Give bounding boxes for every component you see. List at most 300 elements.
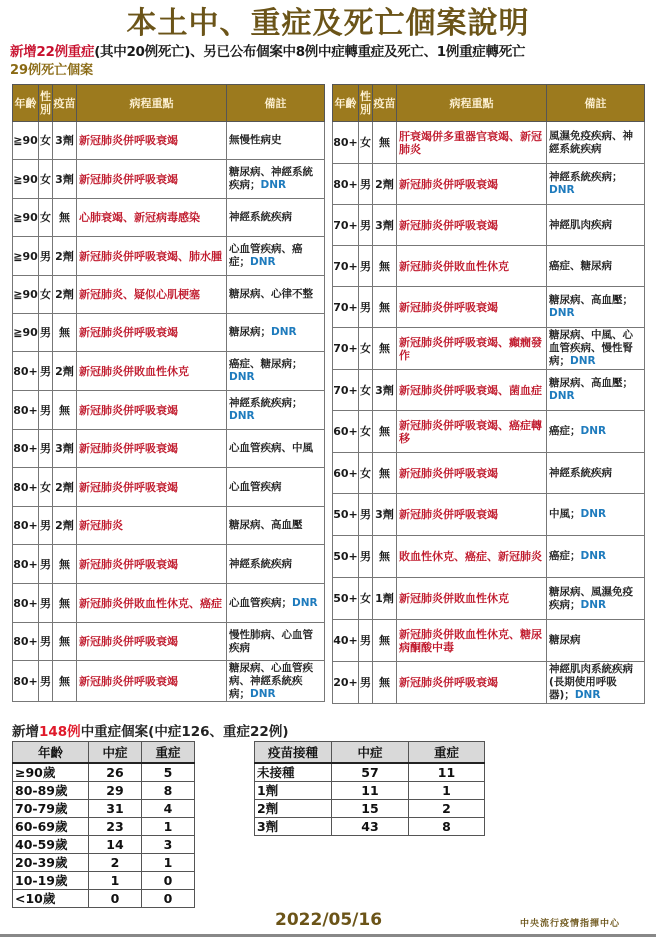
vaccine-cell: 無: [373, 453, 397, 494]
vaccine-cell: 無: [373, 411, 397, 453]
note-cell: [547, 287, 645, 328]
note-text: 神經系統疾病: [549, 466, 612, 479]
table-row: [333, 494, 645, 536]
note-cell: [547, 164, 645, 205]
col-severe: 重症: [409, 742, 485, 764]
dnr-badge: DNR: [229, 410, 255, 422]
note-text: 心血管疾病；: [229, 596, 292, 609]
dnr-badge: DNR: [580, 425, 607, 437]
sex-cell: 男: [359, 164, 373, 205]
label-cell: 70-79歲: [13, 800, 89, 818]
course-cell: 新冠肺炎併呼吸衰竭: [77, 430, 227, 468]
note-text: 慢性肺病、心血管疾病: [229, 628, 313, 654]
sex-cell: 女: [359, 453, 373, 494]
vaccine-cell: 3劑: [53, 122, 77, 160]
age-cell: 20+: [333, 662, 359, 704]
course-cell: 新冠肺炎併呼吸衰竭、肺水腫: [77, 237, 227, 276]
vaccine-cell: 3劑: [373, 494, 397, 536]
severe-cell: 1: [409, 782, 485, 800]
course-cell: 新冠肺炎併呼吸衰竭: [397, 494, 547, 536]
col-sex: 性別: [359, 85, 373, 122]
vaccine-cell: 無: [373, 287, 397, 328]
table-header-row: [13, 85, 325, 122]
note-text: 神經肌肉疾病: [549, 218, 612, 231]
note-cell: [227, 276, 325, 314]
note-cell: [227, 352, 325, 391]
col-moderate: 中症: [332, 742, 409, 764]
age-cell: 70+: [333, 370, 359, 411]
course-cell: 肝衰竭併多重器官衰竭、新冠肺炎: [397, 122, 547, 164]
vaccine-cell: 2劑: [373, 164, 397, 205]
note-text: 糖尿病、中風、心血管疾病、慢性腎病；: [549, 329, 633, 367]
table-row: [333, 205, 645, 246]
severe-cell: 11: [409, 763, 485, 782]
age-cell: 70+: [333, 205, 359, 246]
table-row: [333, 122, 645, 164]
table-row: [13, 314, 325, 352]
title-highlight: 148例: [39, 724, 81, 740]
severe-cell: 0: [142, 872, 195, 890]
severe-cell: 8: [142, 782, 195, 800]
course-cell: 新冠肺炎併呼吸衰竭: [77, 391, 227, 430]
sex-cell: 女: [39, 199, 53, 237]
note-cell: [547, 578, 645, 620]
severe-cell: 5: [142, 763, 195, 782]
note-text: 糖尿病、神經系統疾病；: [229, 166, 313, 191]
table-row: [333, 620, 645, 662]
dnr-badge: DNR: [229, 371, 255, 383]
note-cell: [227, 391, 325, 430]
table-row: [13, 661, 325, 702]
note-text: 糖尿病、高血壓；: [549, 377, 633, 389]
age-cell: 80+: [333, 122, 359, 164]
moderate-cell: 26: [89, 763, 142, 782]
age-cell: 70+: [333, 287, 359, 328]
dnr-badge: DNR: [570, 355, 596, 367]
moderate-cell: 14: [89, 836, 142, 854]
table-row: [333, 287, 645, 328]
col-severe: 重症: [142, 742, 195, 764]
vaccine-cell: 3劑: [373, 370, 397, 411]
dnr-badge: DNR: [549, 307, 575, 319]
note-cell: [547, 536, 645, 578]
note-cell: [547, 411, 645, 453]
label-cell: 未接種: [255, 763, 332, 782]
note-cell: [227, 160, 325, 199]
sex-cell: 男: [359, 662, 373, 704]
sex-cell: 男: [359, 536, 373, 578]
note-text: 癌症；: [549, 550, 581, 562]
age-cell: 80+: [13, 468, 39, 507]
death-cases-table-right: [332, 84, 645, 704]
note-text: 糖尿病、心血管疾病、神經系統疾病；: [229, 661, 313, 700]
note-text: 癌症、糖尿病；: [229, 358, 303, 370]
moderate-cell: 15: [332, 800, 409, 818]
course-cell: 新冠肺炎併呼吸衰竭: [77, 160, 227, 199]
subtitle: [10, 43, 525, 61]
age-cell: 80+: [13, 623, 39, 661]
sex-cell: 女: [359, 411, 373, 453]
table-row: [13, 854, 195, 872]
sex-cell: 女: [39, 160, 53, 199]
label-cell: 40-59歲: [13, 836, 89, 854]
sex-cell: 男: [39, 545, 53, 584]
col-age: 年齡: [333, 85, 359, 122]
table-row: [13, 160, 325, 199]
age-cell: 80+: [13, 545, 39, 584]
note-text: 神經系統疾病: [229, 557, 292, 570]
sex-cell: 男: [39, 237, 53, 276]
col-vaccine: 疫苗接種: [255, 742, 332, 764]
note-cell: [227, 122, 325, 160]
table-row: [13, 507, 325, 545]
course-cell: 新冠肺炎併呼吸衰竭: [397, 662, 547, 704]
severe-cell: 8: [409, 818, 485, 836]
age-cell: ≧90: [13, 122, 39, 160]
dnr-badge: DNR: [250, 256, 276, 268]
subtitle-text: (其中20例死亡)、另已公布個案中8例中症轉重症及死亡、1例重症轉死亡: [94, 44, 526, 60]
table-row: [333, 370, 645, 411]
col-age: 年齡: [13, 85, 39, 122]
note-text: 糖尿病、高血壓: [229, 519, 303, 531]
sex-cell: 男: [39, 661, 53, 702]
vaccine-cell: 2劑: [53, 237, 77, 276]
table-row: [333, 246, 645, 287]
table-header-row: [333, 85, 645, 122]
vaccine-cell: 無: [373, 620, 397, 662]
sex-cell: 男: [39, 314, 53, 352]
severe-cell: 3: [142, 836, 195, 854]
table-row: [13, 800, 195, 818]
moderate-cell: 23: [89, 818, 142, 836]
table-row: [13, 430, 325, 468]
note-cell: [227, 468, 325, 507]
table-row: [333, 662, 645, 704]
note-cell: [227, 237, 325, 276]
table-row: [333, 164, 645, 205]
note-cell: [547, 122, 645, 164]
table-row: [255, 782, 485, 800]
note-text: 糖尿病、風濕免疫疾病；: [549, 585, 633, 611]
vaccine-cell: 無: [373, 536, 397, 578]
table-row: [255, 800, 485, 818]
label-cell: 10-19歲: [13, 872, 89, 890]
note-text: 心血管疾病: [229, 480, 282, 493]
table-row: [13, 890, 195, 908]
age-cell: ≧90: [13, 199, 39, 237]
vaccine-cell: 無: [373, 662, 397, 704]
severe-cell: 1: [142, 854, 195, 872]
note-text: 神經系統疾病；: [549, 171, 623, 183]
table-row: [255, 763, 485, 782]
table-row: [13, 623, 325, 661]
table-row: [13, 584, 325, 623]
death-cases-table-left: [12, 84, 325, 702]
note-cell: [227, 623, 325, 661]
age-cell: 70+: [333, 246, 359, 287]
age-cell: 80+: [13, 661, 39, 702]
vaccine-cell: 無: [53, 623, 77, 661]
sex-cell: 男: [359, 246, 373, 287]
table-row: [13, 352, 325, 391]
course-cell: 心肺衰竭、新冠病毒感染: [77, 199, 227, 237]
col-sex: 性別: [39, 85, 53, 122]
age-cell: 80+: [13, 507, 39, 545]
course-cell: 新冠肺炎併呼吸衰竭: [77, 314, 227, 352]
col-note: 備註: [227, 85, 325, 122]
age-cell: 80+: [13, 430, 39, 468]
vaccine-cell: 無: [53, 391, 77, 430]
table-row: [255, 818, 485, 836]
vaccine-cell: 3劑: [53, 160, 77, 199]
note-text: 風濕免疫疾病、神經系統疾病: [549, 129, 633, 155]
organization-name: 中央流行疫情指揮中心: [520, 919, 621, 929]
sex-cell: 男: [359, 205, 373, 246]
col-vaccine: 疫苗: [373, 85, 397, 122]
dnr-badge: DNR: [549, 390, 575, 402]
note-text: 神經肌肉系統疾病(長期使用呼吸器)；: [549, 663, 633, 701]
severe-cell: 4: [142, 800, 195, 818]
note-cell: [227, 545, 325, 584]
dnr-badge: DNR: [549, 184, 575, 196]
age-cell: 60+: [333, 453, 359, 494]
vaccine-cell: 1劑: [373, 578, 397, 620]
table-row: [13, 276, 325, 314]
note-text: 糖尿病；: [229, 326, 271, 338]
note-text: 中風；: [549, 508, 581, 520]
table-row: [333, 453, 645, 494]
age-cell: ≧90: [13, 160, 39, 199]
course-cell: 新冠肺炎併呼吸衰竭: [77, 545, 227, 584]
note-text: 癌症、糖尿病: [549, 259, 612, 272]
table-row: [13, 199, 325, 237]
dnr-badge: DNR: [292, 596, 318, 609]
table-row: [333, 578, 645, 620]
note-cell: [547, 494, 645, 536]
note-cell: [227, 199, 325, 237]
dnr-badge: DNR: [574, 689, 601, 701]
dnr-badge: DNR: [260, 179, 287, 191]
dnr-badge: DNR: [271, 326, 297, 338]
course-cell: 新冠肺炎併呼吸衰竭: [77, 623, 227, 661]
sex-cell: 男: [39, 623, 53, 661]
vaccine-cell: 3劑: [373, 205, 397, 246]
dnr-badge: DNR: [580, 598, 607, 611]
severe-cell: 1: [142, 818, 195, 836]
sex-cell: 男: [359, 620, 373, 662]
table-row: [13, 468, 325, 507]
table-row: [13, 872, 195, 890]
report-date: 2022/05/16: [275, 910, 383, 930]
note-text: 糖尿病、高血壓；: [549, 294, 633, 306]
col-course: 病程重點: [77, 85, 227, 122]
course-cell: 新冠肺炎併呼吸衰竭、菌血症: [397, 370, 547, 411]
course-cell: 新冠肺炎併呼吸衰竭: [77, 661, 227, 702]
label-cell: 2劑: [255, 800, 332, 818]
course-cell: 新冠肺炎併呼吸衰竭、癲癇發作: [397, 328, 547, 370]
table-row: [13, 122, 325, 160]
label-cell: 3劑: [255, 818, 332, 836]
severe-cases-title: [12, 720, 289, 740]
age-cell: 40+: [333, 620, 359, 662]
dnr-badge: DNR: [580, 508, 607, 520]
age-cell: 80+: [13, 584, 39, 623]
vaccine-cell: 無: [53, 314, 77, 352]
moderate-cell: 29: [89, 782, 142, 800]
sex-cell: 女: [359, 328, 373, 370]
vaccine-cell: 無: [53, 661, 77, 702]
course-cell: 新冠肺炎併敗血性休克、癌症: [77, 584, 227, 623]
vaccine-cell: 無: [373, 328, 397, 370]
vaccine-cell: 2劑: [53, 507, 77, 545]
label-cell: 1劑: [255, 782, 332, 800]
course-cell: 新冠肺炎併敗血性休克、糖尿病酮酸中毒: [397, 620, 547, 662]
table-row: [333, 411, 645, 453]
vaccine-stats-table: [254, 741, 485, 836]
death-count-label: 29例死亡個案: [10, 63, 94, 78]
col-note: 備註: [547, 85, 645, 122]
age-cell: ≧90: [13, 276, 39, 314]
vaccine-cell: 3劑: [53, 430, 77, 468]
sex-cell: 男: [39, 391, 53, 430]
note-text: 心血管疾病、中風: [229, 442, 313, 454]
course-cell: 新冠肺炎併敗血性休克: [397, 246, 547, 287]
age-cell: 50+: [333, 494, 359, 536]
moderate-cell: 11: [332, 782, 409, 800]
course-cell: 新冠肺炎併呼吸衰竭: [397, 164, 547, 205]
col-vaccine: 疫苗: [53, 85, 77, 122]
sex-cell: 男: [39, 352, 53, 391]
col-age: 年齡: [13, 742, 89, 764]
note-text: 神經系統疾病；: [229, 397, 303, 409]
label-cell: 60-69歲: [13, 818, 89, 836]
moderate-cell: 1: [89, 872, 142, 890]
age-cell: 80+: [333, 164, 359, 205]
age-cell: 60+: [333, 411, 359, 453]
label-cell: 20-39歲: [13, 854, 89, 872]
course-cell: 新冠肺炎、疑似心肌梗塞: [77, 276, 227, 314]
table-row: [13, 782, 195, 800]
note-cell: [227, 314, 325, 352]
course-cell: 新冠肺炎併呼吸衰竭: [397, 205, 547, 246]
age-cell: 50+: [333, 536, 359, 578]
col-course: 病程重點: [397, 85, 547, 122]
sex-cell: 女: [39, 276, 53, 314]
vaccine-cell: 無: [373, 246, 397, 287]
vaccine-cell: 無: [373, 122, 397, 164]
note-text: 糖尿病、心律不整: [229, 288, 313, 300]
note-cell: [547, 453, 645, 494]
subtitle-highlight: 新增22例重症: [10, 44, 95, 60]
moderate-cell: 31: [89, 800, 142, 818]
sex-cell: 男: [39, 430, 53, 468]
course-cell: 敗血性休克、癌症、新冠肺炎: [397, 536, 547, 578]
table-row: [13, 763, 195, 782]
moderate-cell: 43: [332, 818, 409, 836]
note-cell: [547, 370, 645, 411]
age-cell: ≧90: [13, 237, 39, 276]
severe-cell: 2: [409, 800, 485, 818]
course-cell: 新冠肺炎: [77, 507, 227, 545]
course-cell: 新冠肺炎併呼吸衰竭: [77, 122, 227, 160]
table-row: [13, 545, 325, 584]
vaccine-cell: 2劑: [53, 276, 77, 314]
table-row: [13, 391, 325, 430]
course-cell: 新冠肺炎併呼吸衰竭: [77, 468, 227, 507]
sex-cell: 男: [39, 584, 53, 623]
vaccine-cell: 無: [53, 545, 77, 584]
course-cell: 新冠肺炎併敗血性休克: [77, 352, 227, 391]
label-cell: ≥90歲: [13, 763, 89, 782]
age-cell: ≧90: [13, 314, 39, 352]
course-cell: 新冠肺炎併呼吸衰竭: [397, 453, 547, 494]
note-cell: [227, 584, 325, 623]
age-cell: 50+: [333, 578, 359, 620]
table-row: [13, 237, 325, 276]
note-text: 癌症；: [549, 425, 581, 437]
note-cell: [227, 661, 325, 702]
note-cell: [547, 205, 645, 246]
table-row: [13, 818, 195, 836]
sex-cell: 女: [359, 578, 373, 620]
vaccine-cell: 無: [53, 584, 77, 623]
sex-cell: 男: [359, 287, 373, 328]
sex-cell: 女: [359, 370, 373, 411]
severe-cell: 0: [142, 890, 195, 908]
sex-cell: 女: [39, 122, 53, 160]
moderate-cell: 2: [89, 854, 142, 872]
note-cell: [547, 328, 645, 370]
course-cell: 新冠肺炎併呼吸衰竭: [397, 287, 547, 328]
table-row: [13, 836, 195, 854]
col-moderate: 中症: [89, 742, 142, 764]
title-prefix: 新增: [12, 724, 39, 740]
note-cell: [547, 662, 645, 704]
note-cell: [547, 620, 645, 662]
table-row: [333, 328, 645, 370]
note-cell: [227, 507, 325, 545]
moderate-cell: 0: [89, 890, 142, 908]
sex-cell: 女: [359, 122, 373, 164]
note-cell: [547, 246, 645, 287]
course-cell: 新冠肺炎併敗血性休克: [397, 578, 547, 620]
age-cell: 70+: [333, 328, 359, 370]
label-cell: <10歲: [13, 890, 89, 908]
note-cell: [227, 430, 325, 468]
note-text: 神經系統疾病: [229, 211, 292, 223]
vaccine-cell: 2劑: [53, 352, 77, 391]
moderate-cell: 57: [332, 763, 409, 782]
label-cell: 80-89歲: [13, 782, 89, 800]
course-cell: 新冠肺炎併呼吸衰竭、癌症轉移: [397, 411, 547, 453]
sex-cell: 男: [39, 507, 53, 545]
note-text: 心血管疾病、癌症；: [229, 243, 303, 268]
age-stats-table: [12, 741, 195, 908]
vaccine-cell: 無: [53, 199, 77, 237]
dnr-badge: DNR: [250, 687, 276, 700]
table-row: [333, 536, 645, 578]
dnr-badge: DNR: [580, 550, 607, 562]
note-text: 無慢性病史: [229, 134, 282, 146]
title-suffix: 中重症個案(中症126、重症22例): [80, 724, 289, 740]
note-text: 糖尿病: [549, 634, 581, 646]
vaccine-cell: 2劑: [53, 468, 77, 507]
age-cell: 80+: [13, 352, 39, 391]
page-title: 本土中、重症及死亡個案說明: [126, 6, 530, 41]
sex-cell: 女: [39, 468, 53, 507]
age-cell: 80+: [13, 391, 39, 430]
sex-cell: 男: [359, 494, 373, 536]
